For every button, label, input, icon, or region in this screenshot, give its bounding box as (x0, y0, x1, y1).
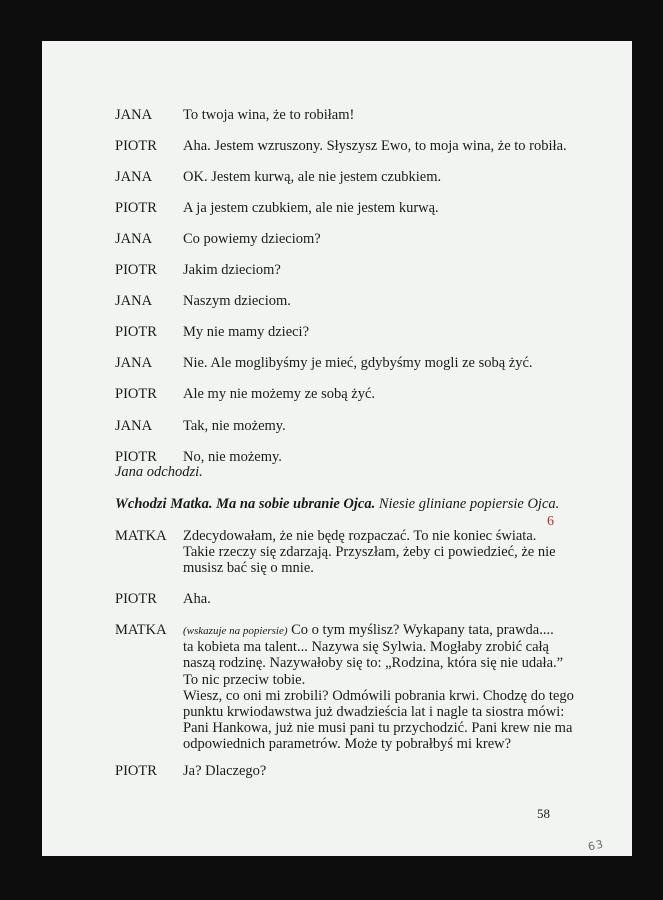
speaker: PIOTR (115, 138, 157, 154)
line-text: Co powiemy dzieciom? (183, 231, 321, 247)
line-text: To twoja wina, że to robiłam! (183, 107, 355, 123)
line-text: Naszym dzieciom. (183, 293, 291, 309)
speaker: MATKA (115, 622, 167, 638)
stage-direction-inline: (wskazuje na popiersie) (183, 625, 288, 637)
speaker: PIOTR (115, 262, 157, 278)
line-text: Ja? Dlaczego? (183, 763, 267, 779)
line-text: A ja jestem czubkiem, ale nie jestem kurwą. (183, 200, 439, 216)
speech-line: Takie rzeczy się zdarzają. Przyszłam, żeby ci powiedzieć, że nie (183, 544, 556, 561)
speaker: JANA (115, 355, 153, 371)
speaker: PIOTR (115, 324, 157, 340)
speech-line: naszą rodzinę. Nazywałoby się to: „Rodzina, która się nie udała.” (183, 655, 564, 672)
speaker: PIOTR (115, 449, 157, 465)
line-text: Tak, nie możemy. (183, 418, 286, 434)
line-text: Aha. (183, 591, 211, 607)
line-text: Jakim dzieciom? (183, 262, 281, 278)
speech-line: ta kobieta ma talent... Nazywa się Sylwia. Mogłaby zrobić całą (183, 639, 549, 656)
stage-direction: Jana odchodzi. (115, 464, 203, 480)
line-text: My nie mamy dzieci? (183, 324, 310, 340)
speaker: JANA (115, 293, 153, 309)
speech-line: Zdecydowałam, że nie będę rozpaczać. To nie koniec świata. (183, 528, 537, 544)
line-text: Ale my nie możemy ze sobą żyć. (183, 386, 376, 402)
speech-block (183, 528, 556, 577)
speech-line: odpowiednich parametrów. Może ty pobrałbyś mi krew? (183, 736, 512, 753)
speaker: JANA (115, 418, 153, 434)
line-text: No, nie możemy. (183, 449, 282, 465)
speaker: MATKA (115, 528, 167, 544)
red-marginal-number: 6 (547, 514, 554, 529)
handwritten-page-note: 63 (586, 837, 606, 854)
speech-line: punktu krwiodawstwa już dwadzieścia lat i nagle ta siostra mówi: (183, 704, 565, 721)
speaker: PIOTR (115, 200, 157, 216)
speaker: JANA (115, 169, 153, 185)
speaker: PIOTR (115, 763, 157, 779)
speaker: PIOTR (115, 386, 157, 402)
speech-block (183, 622, 574, 753)
speaker: PIOTR (115, 591, 157, 607)
stage-direction-italic: Niesie gliniane popiersie Ojca. (378, 496, 560, 512)
speaker: JANA (115, 107, 153, 123)
speech-text: Co o tym myślisz? Wykapany tata, prawda.... (291, 622, 554, 638)
stage-direction-entrance (115, 496, 559, 513)
line-text: Nie. Ale moglibyśmy je mieć, gdybyśmy mogli ze sobą żyć. (183, 355, 533, 371)
speaker: JANA (115, 231, 153, 247)
speech-line (183, 622, 574, 639)
line-text: OK. Jestem kurwą, ale nie jestem czubkiem. (183, 169, 442, 185)
speech-line: To nic przeciw tobie. (183, 671, 306, 688)
script-page (42, 41, 632, 856)
page-number: 58 (537, 806, 550, 821)
stage-direction-bold: Wchodzi Matka. Ma na sobie ubranie Ojca. (115, 496, 376, 512)
line-text: Aha. Jestem wzruszony. Słyszysz Ewo, to moja wina, że to robiła. (183, 138, 567, 154)
speech-line: musisz bać się o mnie. (183, 560, 314, 577)
speech-line: Pani Hankowa, już nie musi pani tu przychodzić. Pani krew nie ma (183, 720, 573, 737)
speech-line: Wiesz, co oni mi zrobili? Odmówili pobrania krwi. Chodzę do tego (183, 687, 574, 704)
